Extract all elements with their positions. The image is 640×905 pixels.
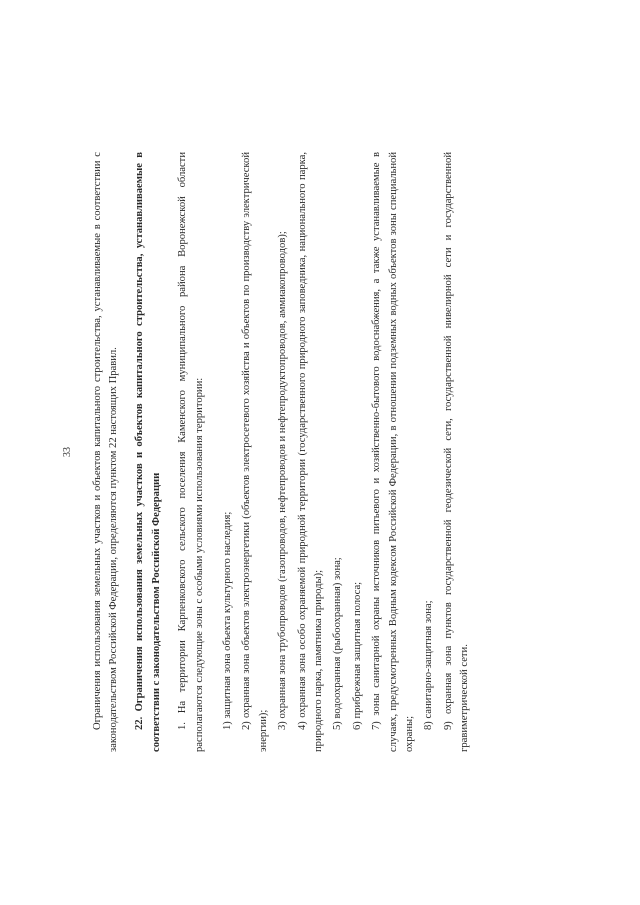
list-item-5: 5) водоохранная (рыбоохранная) зона;	[332, 557, 344, 730]
page-number: 33	[62, 447, 73, 457]
intro-paragraph: Ограничения использования земельных участков и объектов капитального строительства, устанавливаемые в соответствии с законодательством Российской Федерации, определяются пунктом 22 настоящих Правил.	[91, 152, 119, 752]
list-item-2: 2) охранная зона объектов электроэнергетики (объектов электросетевого хозяйства и объектов по производству электрической энергии);	[241, 152, 269, 752]
list-item-4: 4) охранная зона особо охраняемой природной территории (государственного природного заповедника, национального парка, природного парка, памятника природы);	[296, 152, 324, 752]
list-item-9: 9) охранная зона пунктов государственной геодезической сети, государственной нивелирной сети и государственной гравиметрической сети.	[442, 152, 471, 752]
list-item-7: 7) зоны санитарной охраны источников питьевого и хозяйственно-бытового водоснабжения, а также устанавливаемые в случаях, предусмотренных Водным кодексом Российской Федерации, в отношении подземных водных объектов зоны специальной охраны;	[371, 152, 415, 752]
paragraph-1: 1. На территории Карпенковского сельского поселения Каменского муниципального района Воронежской области располагаются следующие зоны с особыми условиями использования территории:	[177, 152, 205, 752]
section-heading: 22. Ограничения использования земельных участков и объектов капитального строительства, устанавливаемые в соответствии с законодательством Российской Федерации	[134, 152, 162, 752]
list-item-3: 3) охранная зона трубопроводов (газопроводов, нефтепроводов и нефтепродуктопроводов, аммиакопроводов);	[277, 231, 289, 730]
rotated-document-page	[60, 152, 580, 752]
list-item-8: 8) санитарно-защитная зона;	[423, 600, 435, 730]
list-item-1: 1) защитная зона объекта культурного наследия;	[221, 511, 233, 730]
list-item-6: 6) прибрежная защитная полоса;	[351, 581, 363, 730]
